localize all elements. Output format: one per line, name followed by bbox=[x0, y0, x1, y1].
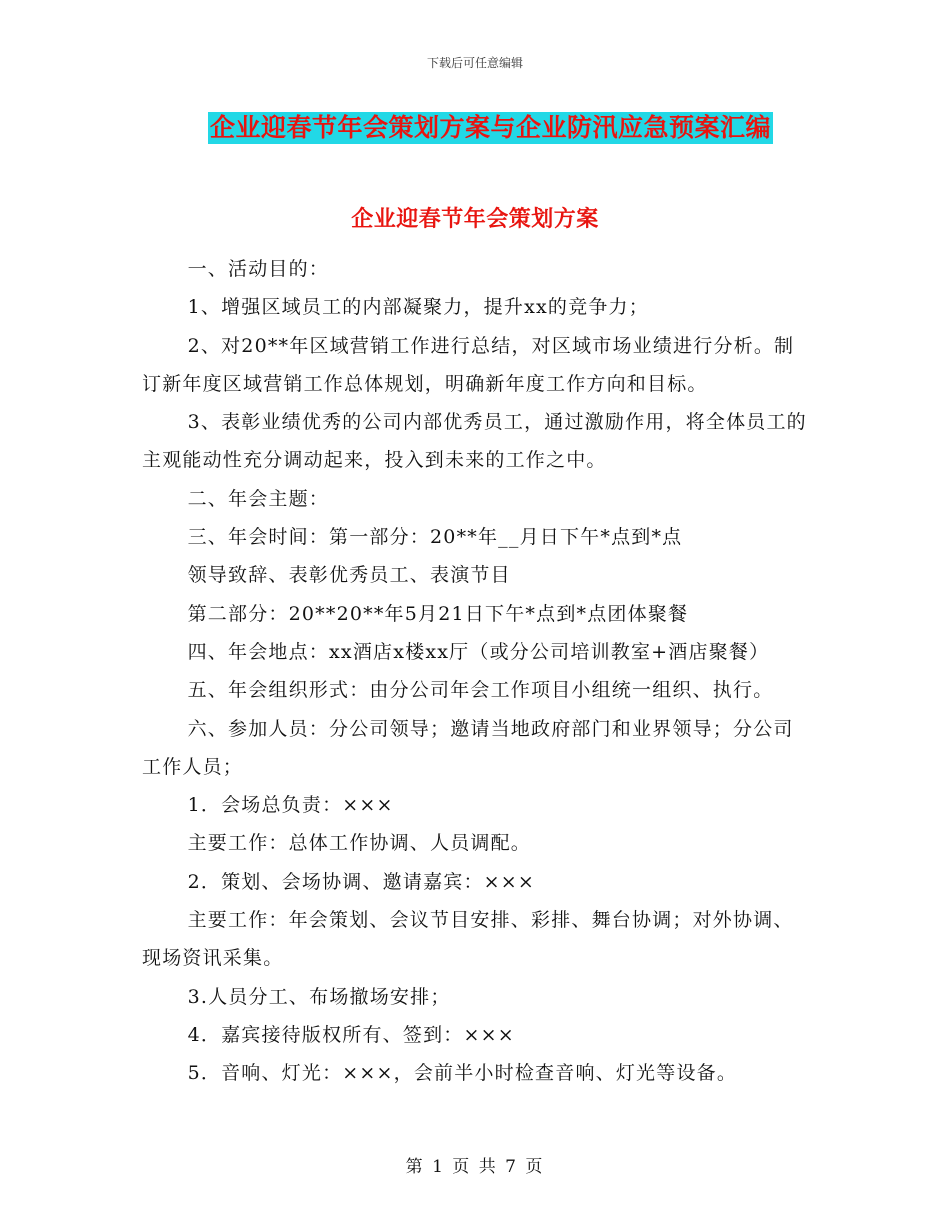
paragraph: 一、活动目的： bbox=[187, 258, 329, 280]
paragraph: 2、对20**年区域营销工作进行总结，对区域市场业绩进行分析。制订新年度区域营销工作总体规划，明确新年度工作方向和目标。 bbox=[142, 334, 795, 395]
section-title: 企业迎春节年会策划方案 bbox=[351, 206, 599, 232]
page-footer: 第 1 页 共 7 页 bbox=[405, 1157, 545, 1177]
paragraph: 2．策划、会场协调、邀请嘉宾：××× bbox=[187, 870, 536, 893]
paragraph: 3、表彰业绩优秀的公司内部优秀员工，通过激励作用，将全体员工的主观能动性充分调动起来，投入到未来的工作之中。 bbox=[142, 411, 807, 472]
paragraph: 领导致辞、表彰优秀员工、表演节目 bbox=[187, 564, 511, 587]
document-body bbox=[142, 250, 812, 1093]
paragraph: 六、参加人员：分公司领导；邀请当地政府部门和业界领导；分公司工作人员； bbox=[142, 717, 794, 778]
paragraph: 5．音响、灯光：×××，会前半小时检查音响、灯光等设备。 bbox=[187, 1062, 738, 1085]
document-title: 企业迎春节年会策划方案与企业防汛应急预案汇编 bbox=[210, 113, 772, 142]
paragraph: 1、增强区域员工的内部凝聚力，提升xx的竞争力； bbox=[187, 296, 649, 319]
paragraph: 1．会场总负责：××× bbox=[187, 794, 394, 817]
paragraph: 主要工作：总体工作协调、人员调配。 bbox=[187, 832, 531, 855]
paragraph: 第二部分：20**20**年5月21日下午*点到*点团体聚餐 bbox=[187, 602, 689, 625]
header-note: 下载后可任意编辑 bbox=[426, 56, 523, 70]
paragraph: 三、年会时间：第一部分：20**年__月日下午*点到*点 bbox=[187, 526, 683, 549]
paragraph: 二、年会主题： bbox=[187, 487, 329, 510]
paragraph: 主要工作：年会策划、会议节目安排、彩排、舞台协调；对外协调、现场资讯采集。 bbox=[142, 909, 794, 970]
paragraph: 3.人员分工、布场撤场安排； bbox=[187, 985, 451, 1008]
paragraph: 四、年会地点：xx酒店x楼xx厅（或分公司培训教室+酒店聚餐） bbox=[187, 640, 770, 663]
paragraph: 4．嘉宾接待版权所有、签到：××× bbox=[187, 1023, 515, 1046]
paragraph: 五、年会组织形式：由分公司年会工作项目小组统一组织、执行。 bbox=[187, 679, 774, 702]
